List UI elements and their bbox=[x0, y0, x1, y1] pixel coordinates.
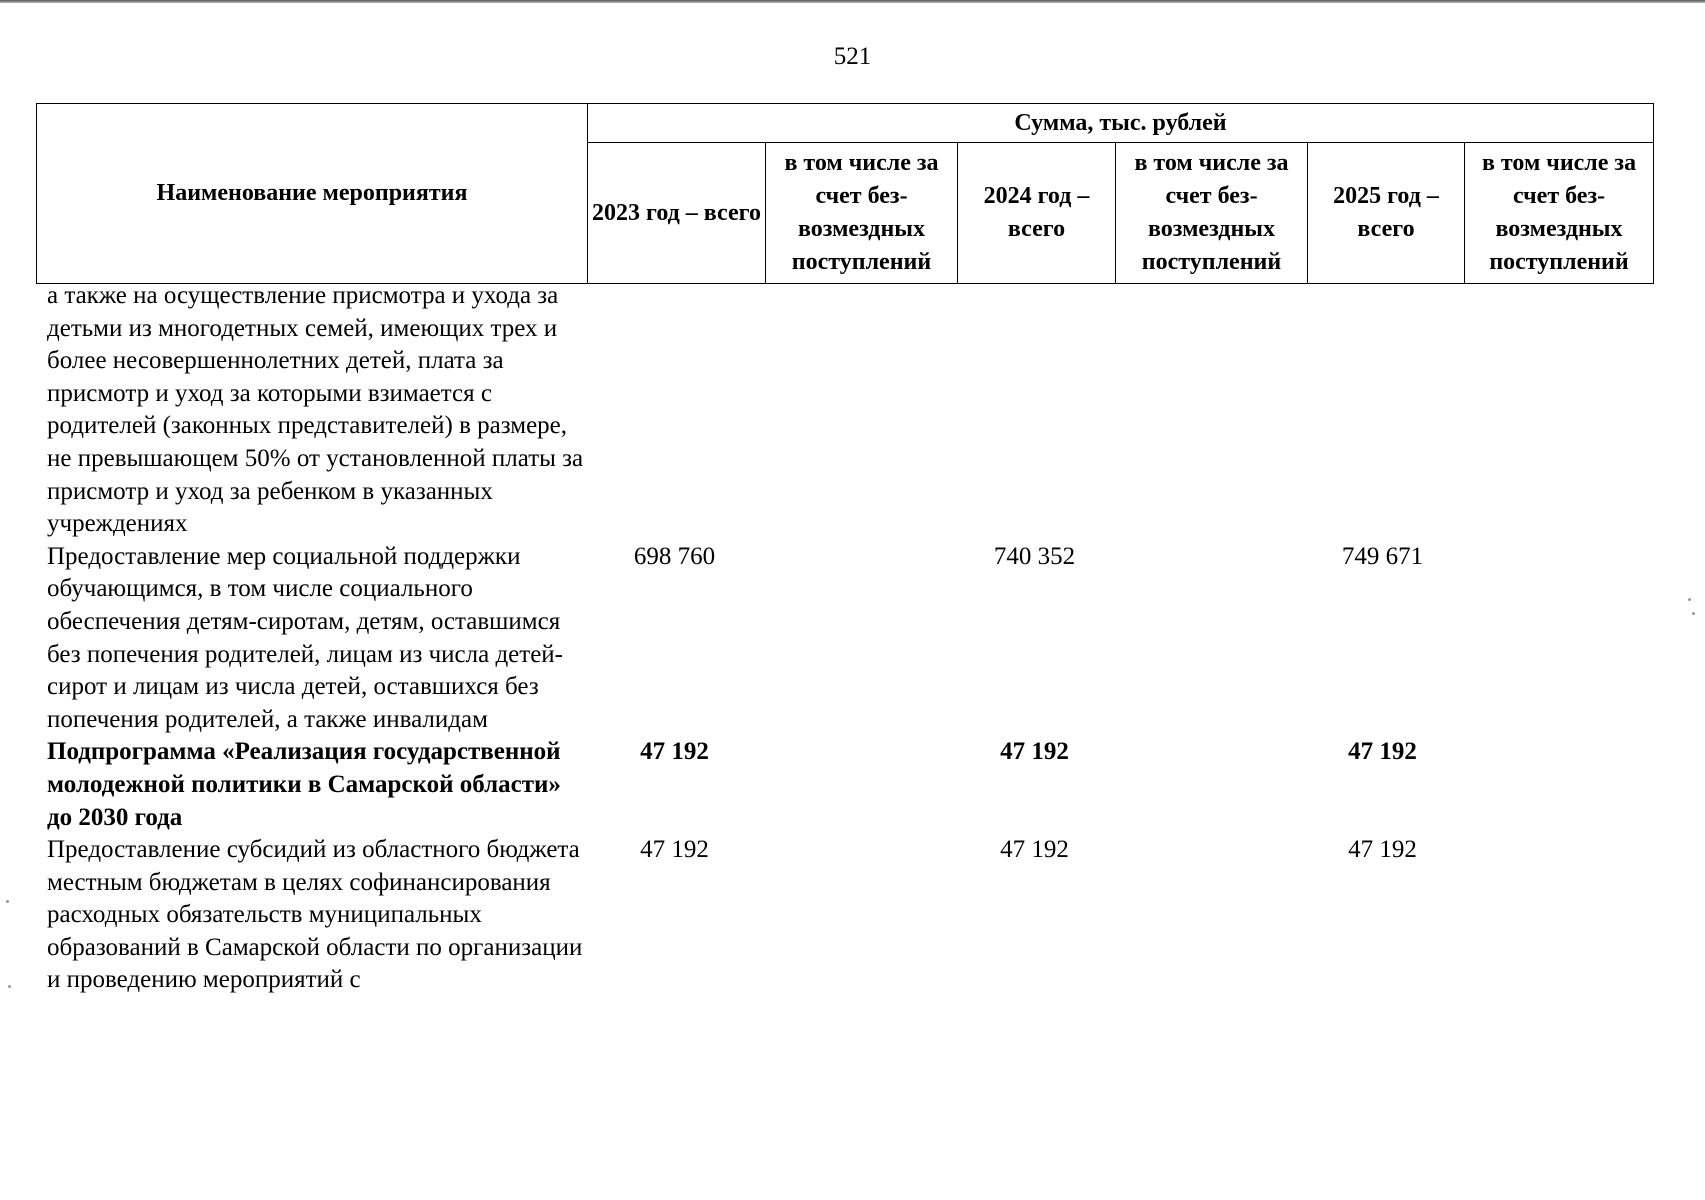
row-name: Предоставление субсидий из областного бюджета местным бюджетам в целях софинансирования расходных обязательств муниципальных образований в Самарской области по организации и проведению мероприятий с bbox=[47, 836, 583, 994]
header-2025-total: 2025 год – всего bbox=[1308, 143, 1465, 284]
row-value-2025: 47 192 bbox=[1348, 738, 1417, 766]
header-sum-group: Сумма, тыс. рублей bbox=[588, 104, 1654, 143]
header-2024-grants: в том числе за счет без-возмездных поступлений bbox=[1116, 143, 1308, 284]
scan-edge bbox=[0, 0, 1705, 3]
header-2024-total: 2024 год – всего bbox=[958, 143, 1116, 284]
row-value-2023: 47 192 bbox=[640, 836, 709, 864]
table-header bbox=[36, 103, 1654, 284]
table-row bbox=[47, 834, 1653, 997]
row-value-2024: 47 192 bbox=[1000, 836, 1069, 864]
row-value-2024: 740 352 bbox=[993, 542, 1076, 570]
row-value-2023: 47 192 bbox=[640, 738, 709, 766]
header-2025-grants: в том числе за счет без-возмездных поступлений bbox=[1465, 143, 1654, 284]
row-value-2024: 47 192 bbox=[1000, 738, 1069, 766]
header-2023-grants: в том числе за счет без-возмездных поступлений bbox=[766, 143, 958, 284]
header-2023-total: 2023 год – всего bbox=[588, 143, 766, 284]
row-name: а также на осуществление присмотра и ухода за детьми из многодетных семей, имеющих трех и более несовершеннолетних детей, плата за присмотр и уход за которыми взимается с родителей (законных представителей) в размере, не превышающем 50% от установленной платы за присмотр и уход за ребенком в указанных учреждениях bbox=[47, 282, 584, 538]
row-value-2025: 749 671 bbox=[1341, 542, 1424, 570]
scan-speck bbox=[1692, 612, 1695, 615]
table-row-subprogram bbox=[47, 736, 1653, 834]
row-value-2025: 47 192 bbox=[1348, 836, 1417, 864]
table-row bbox=[47, 541, 1653, 737]
scan-speck bbox=[6, 900, 9, 903]
table-body bbox=[47, 280, 1653, 997]
row-name: Подпрограмма «Реализация государственной молодежной политики в Самарской области» до 2030 года bbox=[47, 738, 561, 831]
row-name: Предоставление мер социальной поддержки обучающимся, в том числе социального обеспечения детям-сиротам, детям, оставшимся без попечения родителей, лицам из числа детей-сирот и лицам из числа детей, оставшихся без попечения родителей, а также инвалидам bbox=[47, 542, 563, 733]
row-value-2023: 698 760 bbox=[633, 542, 716, 570]
table-row bbox=[47, 280, 1653, 541]
scan-speck bbox=[8, 985, 11, 988]
scan-speck bbox=[1688, 598, 1691, 601]
page-number: 521 bbox=[833, 43, 872, 70]
header-name-column: Наименование мероприятия bbox=[37, 104, 588, 284]
